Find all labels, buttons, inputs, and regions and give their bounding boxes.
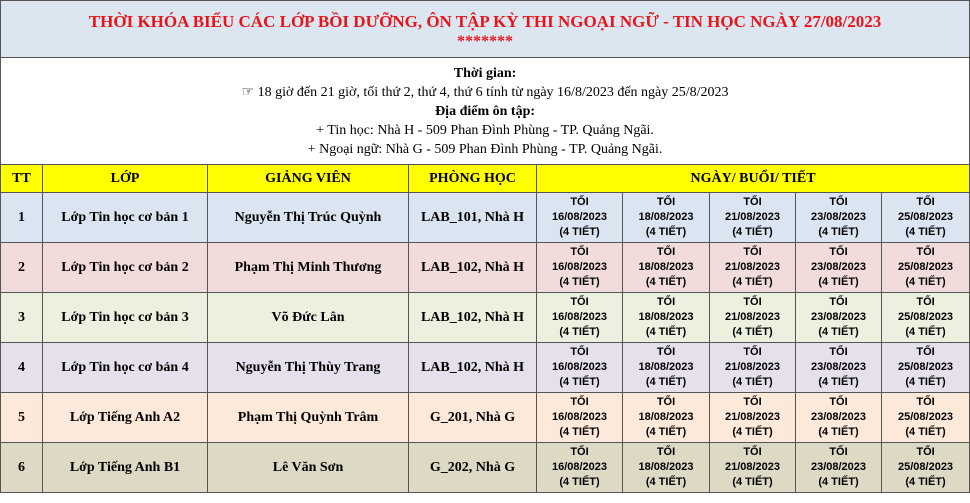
class-name: Lớp Tin học cơ bản 4 xyxy=(43,343,208,393)
table-row xyxy=(1,393,970,443)
session-periods: (4 TIẾT) xyxy=(732,476,773,488)
session-cell xyxy=(796,343,882,393)
session-label: TỐI xyxy=(916,446,935,458)
session-cell xyxy=(882,243,970,293)
session-cell xyxy=(537,243,623,293)
session-date: 21/08/2023 xyxy=(724,211,781,223)
session-periods: (4 TIẾT) xyxy=(645,376,687,388)
session-cell xyxy=(623,443,710,493)
session-date: 18/08/2023 xyxy=(638,261,694,273)
session-date: 25/08/2023 xyxy=(898,211,954,223)
session-cell xyxy=(537,293,623,343)
teacher-name: Nguyễn Thị Thùy Trang xyxy=(208,343,409,393)
session-cell xyxy=(882,293,970,343)
row-number: 3 xyxy=(1,293,43,343)
session-cell xyxy=(537,393,623,443)
session-cell xyxy=(796,243,882,293)
session-periods: (4 TIẾT) xyxy=(559,376,600,388)
session-periods: (4 TIẾT) xyxy=(732,376,773,388)
session-label: TỐI xyxy=(916,396,935,408)
session-periods: (4 TIẾT) xyxy=(559,476,600,488)
session-label: TỐI xyxy=(829,396,848,408)
session-periods: (4 TIẾT) xyxy=(645,276,687,288)
class-name: Lớp Tiếng Anh A2 xyxy=(43,393,208,443)
session-label: TỐI xyxy=(656,296,676,308)
session-date: 23/08/2023 xyxy=(810,261,867,273)
session-periods: (4 TIẾT) xyxy=(818,276,859,288)
session-label: TỐI xyxy=(743,396,762,408)
time-heading: Thời gian: xyxy=(453,65,517,81)
session-label: TỐI xyxy=(743,446,762,458)
time-text: ☞ 18 giờ đến 21 giờ, tối thứ 2, thứ 4, thứ 6 tính từ ngày 16/8/2023 đến ngày 25/8/2023 xyxy=(241,84,729,100)
table-row xyxy=(1,193,970,243)
session-date: 25/08/2023 xyxy=(898,311,954,323)
session-label: TỐI xyxy=(743,346,762,358)
row-number: 2 xyxy=(1,243,43,293)
session-label: TỐI xyxy=(743,296,762,308)
session-label: TỐI xyxy=(570,446,589,458)
session-periods: (4 TIẾT) xyxy=(818,476,859,488)
session-periods: (4 TIẾT) xyxy=(818,376,859,388)
session-date: 16/08/2023 xyxy=(551,211,608,223)
session-date: 18/08/2023 xyxy=(638,311,694,323)
session-periods: (4 TIẾT) xyxy=(559,226,600,238)
teacher-name: Võ Đức Lân xyxy=(208,293,409,343)
room-name: LAB_102, Nhà H xyxy=(409,243,537,293)
class-name: Lớp Tiếng Anh B1 xyxy=(43,443,208,493)
session-date: 23/08/2023 xyxy=(810,361,867,373)
header-teacher: GIẢNG VIÊN xyxy=(208,165,409,193)
class-name: Lớp Tin học cơ bản 3 xyxy=(43,293,208,343)
session-label: TỐI xyxy=(743,246,762,258)
table-row xyxy=(1,243,970,293)
session-label: TỐI xyxy=(916,246,935,258)
session-cell xyxy=(796,293,882,343)
session-label: TỐI xyxy=(656,446,676,458)
row-number: 6 xyxy=(1,443,43,493)
session-date: 18/08/2023 xyxy=(638,211,694,223)
session-label: TỐI xyxy=(656,246,676,258)
session-cell xyxy=(623,343,710,393)
session-label: TỐI xyxy=(829,446,848,458)
session-label: TỐI xyxy=(829,196,848,208)
session-periods: (4 TIẾT) xyxy=(818,326,859,338)
session-cell xyxy=(710,443,796,493)
page-title: THỜI KHÓA BIỂU CÁC LỚP BỒI DƯỠNG, ÔN TẬP KỲ THI NGOẠI NGỮ - TIN HỌC NGÀY 27/08/2023 xyxy=(88,12,882,31)
session-date: 23/08/2023 xyxy=(810,311,867,323)
session-label: TỐI xyxy=(829,346,848,358)
session-date: 21/08/2023 xyxy=(724,461,781,473)
room-name: LAB_102, Nhà H xyxy=(409,343,537,393)
session-label: TỐI xyxy=(570,246,589,258)
header-sessions: NGÀY/ BUỔI/ TIẾT xyxy=(537,165,970,193)
session-periods: (4 TIẾT) xyxy=(645,426,687,438)
header-row xyxy=(1,165,970,193)
session-periods: (4 TIẾT) xyxy=(905,276,946,288)
session-date: 25/08/2023 xyxy=(898,361,954,373)
session-date: 21/08/2023 xyxy=(724,261,781,273)
session-cell xyxy=(537,193,623,243)
session-date: 16/08/2023 xyxy=(551,361,608,373)
teacher-name: Phạm Thị Minh Thương xyxy=(208,243,409,293)
session-date: 16/08/2023 xyxy=(551,311,608,323)
session-date: 25/08/2023 xyxy=(898,461,954,473)
info-cell xyxy=(1,58,970,165)
session-cell xyxy=(623,193,710,243)
session-date: 21/08/2023 xyxy=(724,411,781,423)
room-name: G_202, Nhà G xyxy=(409,443,537,493)
session-cell xyxy=(710,243,796,293)
session-cell xyxy=(882,193,970,243)
session-cell xyxy=(882,343,970,393)
session-periods: (4 TIẾT) xyxy=(905,426,946,438)
session-periods: (4 TIẾT) xyxy=(559,276,600,288)
session-cell xyxy=(623,243,710,293)
teacher-name: Lê Văn Sơn xyxy=(208,443,409,493)
teacher-name: Nguyễn Thị Trúc Quỳnh xyxy=(208,193,409,243)
session-cell xyxy=(710,343,796,393)
session-date: 23/08/2023 xyxy=(810,411,867,423)
session-cell xyxy=(537,343,623,393)
session-cell xyxy=(623,293,710,343)
table-row xyxy=(1,343,970,393)
title-cell xyxy=(1,1,970,58)
session-date: 18/08/2023 xyxy=(638,411,694,423)
session-date: 16/08/2023 xyxy=(551,411,608,423)
session-label: TỐI xyxy=(916,196,935,208)
session-label: TỐI xyxy=(570,296,589,308)
session-cell xyxy=(537,443,623,493)
session-periods: (4 TIẾT) xyxy=(905,376,946,388)
session-date: 18/08/2023 xyxy=(638,461,694,473)
row-number: 5 xyxy=(1,393,43,443)
session-periods: (4 TIẾT) xyxy=(732,276,773,288)
session-periods: (4 TIẾT) xyxy=(645,226,687,238)
session-label: TỐI xyxy=(656,346,676,358)
title-stars: ******* xyxy=(457,33,514,50)
session-periods: (4 TIẾT) xyxy=(559,326,600,338)
session-date: 25/08/2023 xyxy=(898,261,954,273)
session-date: 25/08/2023 xyxy=(898,411,954,423)
session-label: TỐI xyxy=(916,296,935,308)
session-periods: (4 TIẾT) xyxy=(818,426,859,438)
room-name: G_201, Nhà G xyxy=(409,393,537,443)
session-cell xyxy=(796,193,882,243)
session-periods: (4 TIẾT) xyxy=(645,326,687,338)
row-number: 1 xyxy=(1,193,43,243)
session-periods: (4 TIẾT) xyxy=(905,226,946,238)
class-name: Lớp Tin học cơ bản 1 xyxy=(43,193,208,243)
session-date: 23/08/2023 xyxy=(810,461,867,473)
room-name: LAB_102, Nhà H xyxy=(409,293,537,343)
session-date: 21/08/2023 xyxy=(724,311,781,323)
header-tt: TT xyxy=(1,165,43,193)
session-date: 23/08/2023 xyxy=(810,211,867,223)
session-label: TỐI xyxy=(656,396,676,408)
session-cell xyxy=(623,393,710,443)
session-label: TỐI xyxy=(916,346,935,358)
session-date: 18/08/2023 xyxy=(638,361,694,373)
teacher-name: Phạm Thị Quỳnh Trâm xyxy=(208,393,409,443)
table-row xyxy=(1,293,970,343)
session-periods: (4 TIẾT) xyxy=(818,226,859,238)
session-label: TỐI xyxy=(570,196,589,208)
place-it: + Tin học: Nhà H - 509 Phan Đình Phùng - TP. Quảng Ngãi. xyxy=(316,122,654,138)
class-name: Lớp Tin học cơ bản 2 xyxy=(43,243,208,293)
session-cell xyxy=(796,443,882,493)
session-periods: (4 TIẾT) xyxy=(645,476,687,488)
session-cell xyxy=(796,393,882,443)
session-date: 21/08/2023 xyxy=(724,361,781,373)
session-cell xyxy=(882,393,970,443)
header-room: PHÒNG HỌC xyxy=(409,165,537,193)
session-periods: (4 TIẾT) xyxy=(732,426,773,438)
session-periods: (4 TIẾT) xyxy=(732,326,773,338)
session-label: TỐI xyxy=(829,296,848,308)
session-label: TỐI xyxy=(743,196,762,208)
session-label: TỐI xyxy=(570,346,589,358)
session-label: TỐI xyxy=(570,396,589,408)
session-cell xyxy=(882,443,970,493)
place-heading: Địa điểm ôn tập: xyxy=(435,103,536,119)
session-date: 16/08/2023 xyxy=(551,261,608,273)
table-row xyxy=(1,443,970,493)
session-cell xyxy=(710,293,796,343)
row-number: 4 xyxy=(1,343,43,393)
session-cell xyxy=(710,193,796,243)
session-periods: (4 TIẾT) xyxy=(905,476,946,488)
room-name: LAB_101, Nhà H xyxy=(409,193,537,243)
place-lang: + Ngoại ngữ: Nhà G - 509 Phan Đình Phùng - TP. Quảng Ngãi. xyxy=(307,141,663,157)
session-periods: (4 TIẾT) xyxy=(732,226,773,238)
session-periods: (4 TIẾT) xyxy=(559,426,600,438)
session-date: 16/08/2023 xyxy=(551,461,608,473)
session-periods: (4 TIẾT) xyxy=(905,326,946,338)
header-class: LỚP xyxy=(43,165,208,193)
session-label: TỐI xyxy=(656,196,676,208)
session-cell xyxy=(710,393,796,443)
session-label: TỐI xyxy=(829,246,848,258)
